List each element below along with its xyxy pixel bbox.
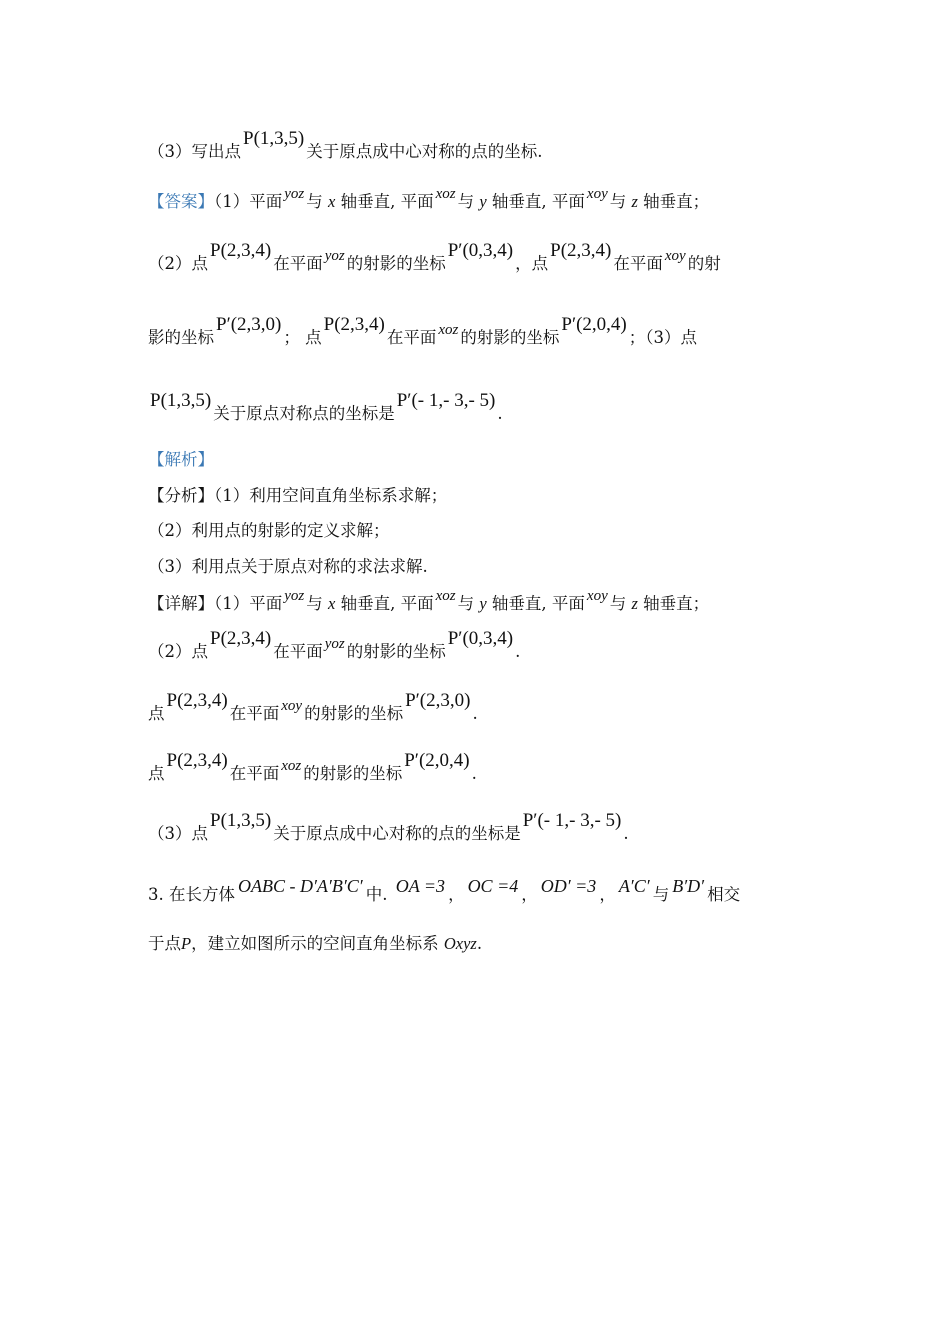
text: 的射影的坐标 (303, 764, 403, 783)
math-expr: OABC - D′A′B′C′ (238, 876, 363, 896)
point-expr: P(2,3,4) (166, 750, 228, 771)
text: （1）平面 (214, 192, 283, 211)
point-expr: P′(2,0,4) (561, 314, 627, 335)
text: 【详解】（1）平面 (148, 594, 283, 613)
answer-line-1 (148, 186, 710, 215)
analysis-line-2 (148, 519, 390, 543)
text: 与 (306, 594, 323, 613)
text: 相交 (707, 885, 741, 904)
text: 在平面 (273, 642, 323, 661)
question-3-line-2 (148, 932, 482, 956)
text: 在平面 (273, 254, 323, 273)
text: 影的坐标 (148, 328, 214, 347)
answer-label: 【答案】 (148, 192, 214, 211)
point-expr: P′(2,3,0) (216, 314, 282, 335)
math-expr: OA =3 (395, 876, 446, 896)
plane-label: yoz (324, 248, 345, 264)
plane-label: yoz (324, 636, 345, 652)
text: 在平面 (613, 254, 663, 273)
point-expr: P′(- 1,- 3,- 5) (522, 810, 622, 831)
point-expr: P′(0,3,4) (447, 628, 514, 649)
text: 的射影的坐标 (460, 328, 560, 347)
text: . (476, 934, 483, 953)
text: 的射影的坐标 (304, 704, 404, 723)
analysis-line-3 (148, 555, 428, 579)
plane-label: xoy (586, 186, 608, 202)
text: （3）利用点关于原点对称的求法求解. (148, 557, 428, 576)
detail-line-2 (148, 628, 521, 665)
coordinate-system-label: Oxyz (443, 934, 477, 953)
point-expr: P′(2,3,0) (405, 690, 471, 711)
detail-line-3 (148, 690, 478, 727)
math-expr: OD′ =3 (540, 876, 597, 896)
axis-var: z (631, 594, 638, 613)
axis-var: y (479, 594, 487, 613)
plane-label: xoy (586, 588, 608, 604)
point-expr: P(2,3,4) (323, 314, 385, 335)
text: ， (521, 885, 538, 904)
axis-var: x (328, 594, 336, 613)
text: ， (599, 885, 616, 904)
text: 轴垂直； (643, 192, 710, 211)
text: 的射 (687, 254, 721, 273)
text: 点 (148, 764, 165, 783)
text: 点 (148, 704, 165, 723)
answer-line-4 (148, 390, 503, 426)
axis-var: z (631, 192, 638, 211)
plane-label: xoy (664, 248, 686, 264)
text: ，建立如图所示的空间直角坐标系 (191, 934, 439, 953)
text: 与 (609, 192, 627, 211)
text: . (497, 404, 503, 423)
text: （2）点 (148, 642, 208, 661)
text: 中. (365, 885, 388, 904)
text: 轴垂直, 平面 (491, 594, 585, 613)
math-expr: OC =4 (467, 876, 519, 896)
text: 轴垂直, 平面 (491, 192, 585, 211)
text: 轴垂直, 平面 (340, 594, 434, 613)
analysis-heading (148, 448, 214, 472)
text: 关于原点成中心对称的点的坐标. (306, 142, 543, 161)
point-expr: P(2,3,4) (166, 690, 228, 711)
text: 轴垂直； (643, 594, 710, 613)
math-expr: A′C′ (618, 876, 650, 896)
detail-line-1 (148, 588, 710, 617)
text: 与 (609, 594, 627, 613)
question-3-line-1 (148, 876, 741, 907)
text: 在平面 (386, 328, 437, 347)
text: 与 (457, 192, 475, 211)
point-expr: P(1,3,5) (243, 128, 305, 149)
plane-label: yoz (284, 186, 305, 202)
text: . (472, 704, 478, 723)
point-expr: P(2,3,4) (550, 240, 612, 261)
text: ，点 (515, 254, 549, 273)
text: 【分析】（1）利用空间直角坐标系求解； (148, 486, 448, 505)
point-expr: P(2,3,4) (210, 628, 272, 649)
plane-label: xoz (438, 322, 459, 338)
plane-label: yoz (284, 588, 305, 604)
text: 的射影的坐标 (346, 254, 446, 273)
axis-var: x (328, 192, 336, 211)
part3-question (148, 128, 543, 164)
plane-label: xoy (281, 698, 303, 714)
answer-line-2 (148, 240, 721, 277)
text: 在平面 (229, 704, 280, 723)
text: 关于原点成中心对称的点的坐标是 (273, 824, 521, 843)
detail-line-5 (148, 810, 629, 846)
point-expr: P(2,3,4) (210, 240, 272, 261)
text: 轴垂直, 平面 (340, 192, 434, 211)
point-expr: P(1,3,5) (150, 390, 212, 411)
text: （3）写出点 (148, 142, 241, 161)
text: （3）点 (148, 824, 208, 843)
point-expr: P(1,3,5) (210, 810, 272, 831)
point-expr: P′(2,0,4) (404, 750, 470, 771)
point-var: P (181, 934, 192, 953)
text: 与 (652, 885, 670, 904)
text: 与 (306, 192, 323, 211)
text: 关于原点对称点的坐标是 (213, 404, 395, 423)
text: ；（3）点 (628, 328, 698, 347)
text: （2）点 (148, 254, 208, 273)
text: 在平面 (229, 764, 280, 783)
plane-label: xoz (435, 588, 456, 604)
analysis-line-1 (148, 484, 447, 508)
axis-var: y (479, 192, 487, 211)
text: ； 点 (283, 328, 322, 347)
text: 与 (457, 594, 475, 613)
text: （2）利用点的射影的定义求解； (148, 521, 390, 540)
point-expr: P′(- 1,- 3,- 5) (396, 390, 496, 411)
text: 的射影的坐标 (346, 642, 446, 661)
text: 3. 在长方体 (148, 885, 235, 904)
text: . (515, 642, 521, 661)
text: . (623, 824, 629, 843)
plane-label: xoz (435, 186, 456, 202)
text: 于点 (148, 934, 181, 953)
analysis-label: 【解析】 (148, 450, 214, 469)
plane-label: xoz (281, 758, 302, 774)
text: ， (448, 885, 465, 904)
math-expr: B′D′ (672, 876, 705, 896)
answer-line-3 (148, 314, 698, 351)
text: . (471, 764, 477, 783)
point-expr: P′(0,3,4) (447, 240, 514, 261)
detail-line-4 (148, 750, 477, 787)
